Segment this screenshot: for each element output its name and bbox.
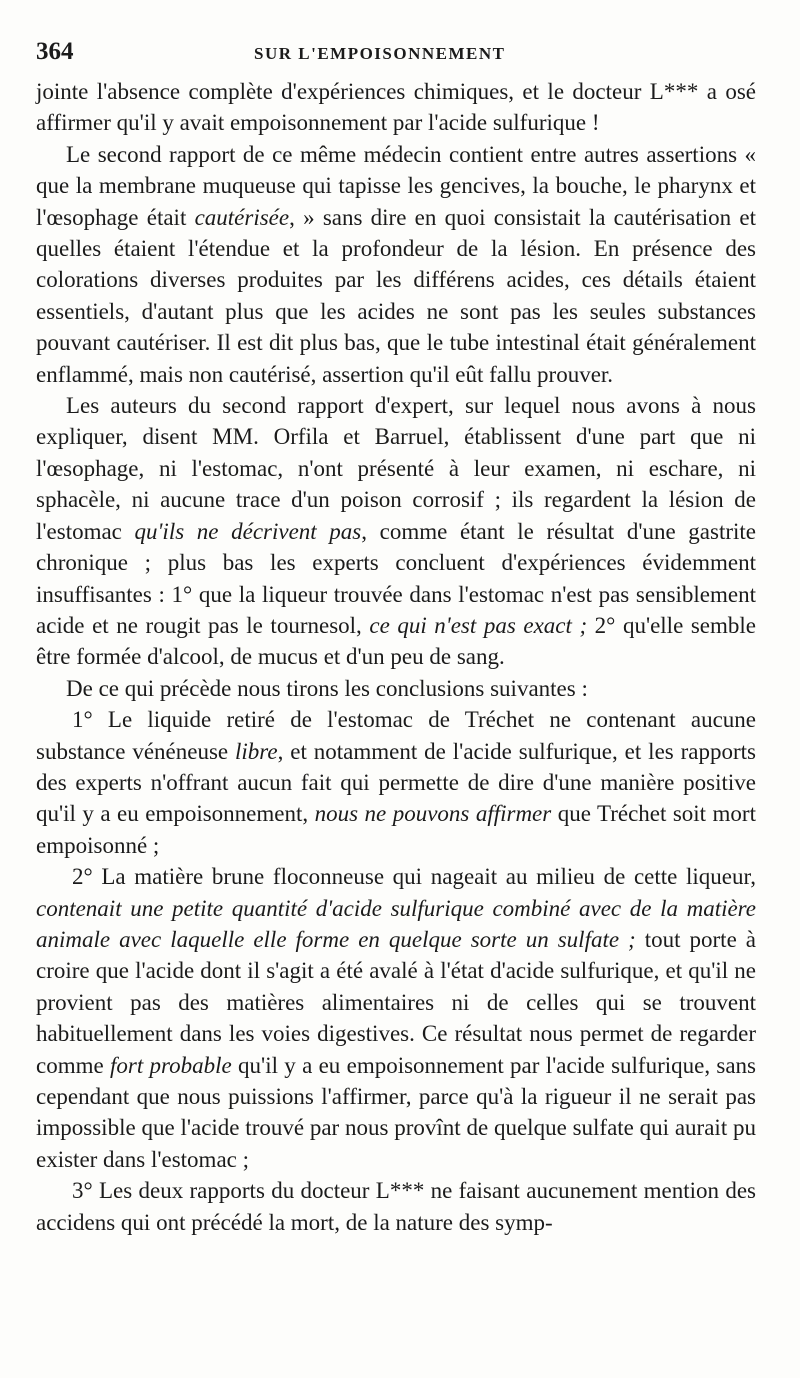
text-run: 1° Le liquide retiré de l'estomac de Tréchet ne contenant aucune substance vénéneuse — [36, 707, 756, 764]
text-run: , » sans dire en quoi consistait la cautérisation et quelles étaient l'étendue et la profondeur de la lésion. En présence des colorations diverses produites par les différens acides, ces détails étaient essentiels, d'autant plus que les acides ne sont pas les seules substances pouvant cautériser. Il est dit plus bas, que le tube intestinal était généralement enflammé, mais non cautérisé, assertion qu'il eût fallu prouver. — [36, 204, 756, 387]
conclusion-paragraph — [36, 1175, 756, 1238]
italic-text: ce qui n'est pas exact ; — [369, 612, 588, 638]
paragraph — [36, 673, 756, 704]
conclusion-paragraph — [36, 704, 756, 861]
italic-text: fort probable — [110, 1052, 232, 1078]
paragraph — [36, 139, 756, 390]
italic-text: qu'ils ne décrivent pas — [134, 518, 362, 544]
text-run: 2° qu'elle semble être formée d'alcool, de mucus et d'un peu de sang. — [36, 612, 757, 670]
running-title: SUR L'EMPOISONNEMENT — [254, 44, 506, 63]
italic-text: nous ne pouvons affirmer — [314, 801, 552, 827]
italic-text: contenait une petite quantité d'acide sulfurique combiné avec de la matière animale avec laquelle elle forme en quelque sorte un sulfate ; — [36, 895, 756, 952]
italic-text: libre — [235, 738, 278, 764]
text-run: qu'il y a eu empoisonnement par l'acide sulfurique, sans cependant que nous puissions l'affirmer, parce qu'à la rigueur il ne serait pas impossible que l'acide trouvé par nous provînt de quelque sulfate qui aurait pu exister dans l'estomac ; — [36, 1052, 756, 1172]
running-head — [36, 30, 756, 76]
text-run: Le second rapport de ce même médecin contient entre autres assertions « que la membrane muqueuse qui tapisse les gencives, la bouche, le pharynx et l'œsophage était — [36, 141, 756, 230]
italic-text: cautérisée — [194, 204, 290, 230]
text-run: tout porte à croire que l'acide dont il s'agit a été avalé à l'état d'acide sulfurique, et qu'il ne provient pas des matières alimentaires ni de celles qui se trouvent habituellement dans les voies digestives. Ce résultat nous permet de regarder comme — [36, 926, 756, 1078]
body-text — [36, 76, 756, 1238]
text-run: 2° La matière brune floconneuse qui nageait au milieu de cette liqueur, — [72, 864, 756, 890]
text-run: Les auteurs du second rapport d'expert, sur lequel nous avons à nous expliquer, disent MM. Orfila et Barruel, établissent d'une part que ni l'œsophage, ni l'estomac, n'ont présenté à leur examen, ni eschare, ni sphacèle, ni aucune trace d'un poison corrosif ; ils regardent la lésion de l'estomac — [36, 393, 756, 544]
text-run: , comme étant le résultat d'une gastrite chronique ; plus bas les experts concluent d'expériences évidemment insuffisantes : 1° que la liqueur trouvée dans l'estomac n'est pas sensiblement acide et ne rougit pas le tournesol, — [36, 518, 756, 638]
text-run: 3° Les deux rapports du docteur L*** ne faisant aucunement mention des accidens qui ont précédé la mort, de la nature des symp- — [36, 1178, 756, 1235]
paragraph — [36, 76, 756, 139]
text-run: jointe l'absence complète d'expériences chimiques, et le docteur L*** a osé affirmer qu'il y avait empoisonnement par l'acide sulfurique ! — [36, 79, 756, 136]
text-run: , et notamment de l'acide sulfurique, et les rapports des experts n'offrant aucun fait qui permette de dire d'une manière positive qu'il y a eu empoisonnement, — [36, 738, 757, 827]
page-number: 364 — [36, 38, 74, 65]
text-run: que Tréchet soit mort empoisonné ; — [36, 801, 756, 858]
text-run: De ce qui précède nous tirons les conclusions suivantes : — [66, 675, 588, 701]
conclusion-paragraph — [36, 861, 756, 1175]
paragraph — [36, 390, 756, 673]
